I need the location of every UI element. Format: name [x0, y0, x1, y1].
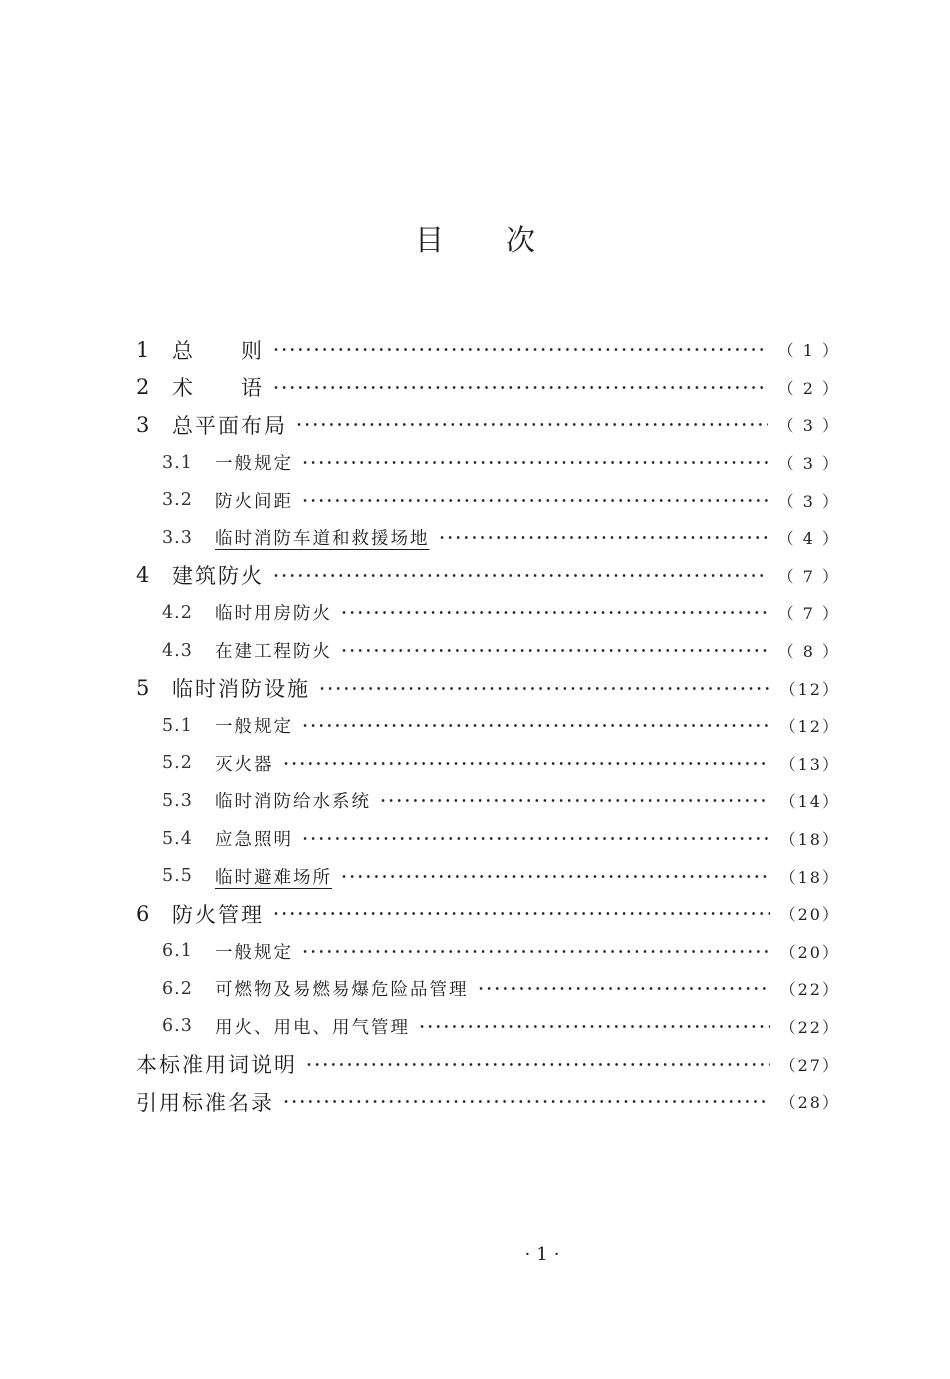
toc-entry-number: 3.2	[162, 490, 193, 511]
toc-entry-page: （20）	[779, 905, 840, 925]
toc-leader-dots	[295, 423, 768, 426]
toc-leader-dots	[340, 649, 768, 652]
toc-entry-title: 总 则	[172, 338, 264, 363]
toc-entry-number: 5.2	[162, 753, 193, 774]
toc-entry-title: 临时避难场所	[215, 867, 332, 888]
toc-entry-number: 3.1	[162, 452, 193, 473]
toc-entry[interactable]	[136, 745, 840, 783]
toc-entry-page: （ 7 ）	[777, 566, 840, 586]
toc-leader-dots	[301, 950, 770, 953]
toc-entry-title: 灭火器	[215, 754, 274, 775]
toc-entry-page: （14）	[779, 792, 840, 812]
toc-entry[interactable]	[136, 406, 840, 444]
page-title: 目次	[414, 223, 597, 257]
toc-entry-title: 一般规定	[215, 942, 293, 963]
toc-entry-title: 在建工程防火	[215, 642, 332, 663]
toc-leader-dots	[340, 611, 768, 614]
page-number: ·1·	[524, 1244, 566, 1265]
toc-entry-page: （ 7 ）	[777, 604, 840, 624]
toc-leader-dots	[272, 574, 768, 577]
toc-entry-title: 临时消防给水系统	[215, 792, 371, 813]
table-of-contents	[136, 331, 840, 1120]
toc-entry-page: （20）	[779, 942, 840, 962]
toc-entry[interactable]	[136, 1008, 840, 1046]
toc-entry-page: （ 3 ）	[777, 491, 840, 511]
toc-entry-number: 6.2	[162, 978, 193, 999]
toc-leader-dots	[301, 837, 770, 840]
toc-entry-page: （22）	[779, 980, 840, 1000]
toc-entry-title: 一般规定	[215, 717, 293, 738]
toc-entry-title: 一般规定	[215, 454, 293, 475]
toc-entry-number: 5	[136, 676, 151, 701]
toc-entry-title: 用火、用电、用气管理	[215, 1017, 410, 1038]
toc-entry[interactable]	[136, 444, 840, 482]
toc-entry[interactable]	[136, 519, 840, 557]
toc-entry-number: 6.1	[162, 941, 193, 962]
toc-leader-dots	[379, 799, 770, 802]
toc-entry-number: 4.3	[162, 640, 193, 661]
toc-entry-title: 应急照明	[215, 830, 293, 851]
toc-leader-dots	[301, 724, 770, 727]
toc-entry[interactable]	[136, 669, 840, 707]
toc-leader-dots	[282, 762, 770, 765]
toc-entry-title: 临时消防车道和救援场地	[215, 529, 430, 550]
toc-entry-title: 本标准用词说明	[136, 1053, 297, 1078]
toc-entry[interactable]	[136, 1045, 840, 1083]
toc-entry[interactable]	[136, 632, 840, 670]
toc-entry-page: （13）	[779, 754, 840, 774]
toc-entry-number: 4	[136, 563, 151, 588]
toc-leader-dots	[272, 912, 770, 915]
toc-entry-page: （28）	[779, 1093, 840, 1113]
toc-leader-dots	[301, 461, 768, 464]
toc-entry-title: 总平面布局	[172, 413, 287, 438]
toc-entry-number: 5.3	[162, 790, 193, 811]
toc-entry-title: 建筑防火	[172, 564, 264, 589]
toc-entry-number: 5.1	[162, 715, 193, 736]
toc-entry-page: （18）	[779, 867, 840, 887]
toc-entry-page: （ 3 ）	[777, 416, 840, 436]
toc-entry[interactable]	[136, 707, 840, 745]
toc-entry-title: 临时消防设施	[172, 677, 310, 702]
toc-entry[interactable]	[136, 369, 840, 407]
toc-entry-number: 5.5	[162, 866, 193, 887]
toc-entry[interactable]	[136, 933, 840, 971]
toc-entry-page: （ 2 ）	[777, 378, 840, 398]
toc-entry-title: 防火间距	[215, 491, 293, 512]
toc-entry[interactable]	[136, 782, 840, 820]
toc-entry[interactable]	[136, 481, 840, 519]
toc-entry-page: （27）	[779, 1055, 840, 1075]
toc-entry[interactable]	[136, 594, 840, 632]
toc-entry-page: （ 4 ）	[777, 529, 840, 549]
toc-entry-title: 防火管理	[172, 902, 264, 927]
toc-entry[interactable]	[136, 895, 840, 933]
toc-entry-page: （22）	[779, 1017, 840, 1037]
toc-entry[interactable]	[136, 820, 840, 858]
toc-entry-number: 3	[136, 412, 151, 437]
toc-entry-page: （18）	[779, 830, 840, 850]
toc-entry-page: （ 1 ）	[777, 341, 840, 361]
toc-leader-dots	[318, 687, 770, 690]
toc-entry[interactable]	[136, 857, 840, 895]
toc-leader-dots	[282, 1100, 770, 1103]
toc-entry-page: （ 3 ）	[777, 454, 840, 474]
toc-entry[interactable]	[136, 970, 840, 1008]
toc-leader-dots	[340, 875, 770, 878]
toc-entry-title: 可燃物及易燃易爆危险品管理	[215, 980, 469, 1001]
toc-entry[interactable]	[136, 1083, 840, 1121]
toc-leader-dots	[438, 536, 768, 539]
toc-entry-number: 3.3	[162, 527, 193, 548]
toc-leader-dots	[477, 987, 770, 990]
toc-entry-number: 2	[136, 375, 151, 400]
toc-entry-number: 6	[136, 901, 151, 926]
toc-entry-page: （12）	[779, 679, 840, 699]
toc-leader-dots	[418, 1025, 770, 1028]
toc-entry-number: 6.3	[162, 1016, 193, 1037]
toc-entry-page: （ 8 ）	[777, 642, 840, 662]
toc-leader-dots	[305, 1063, 770, 1066]
toc-entry-title: 临时用房防火	[215, 604, 332, 625]
toc-leader-dots	[272, 348, 768, 351]
toc-entry[interactable]	[136, 331, 840, 369]
toc-entry-number: 4.2	[162, 602, 193, 623]
toc-entry[interactable]	[136, 557, 840, 595]
toc-entry-title: 术 语	[172, 376, 264, 401]
toc-leader-dots	[301, 499, 768, 502]
toc-entry-title: 引用标准名录	[136, 1090, 274, 1115]
toc-entry-number: 1	[136, 337, 151, 362]
toc-entry-number: 5.4	[162, 828, 193, 849]
toc-leader-dots	[272, 386, 768, 389]
toc-entry-page: （12）	[779, 717, 840, 737]
